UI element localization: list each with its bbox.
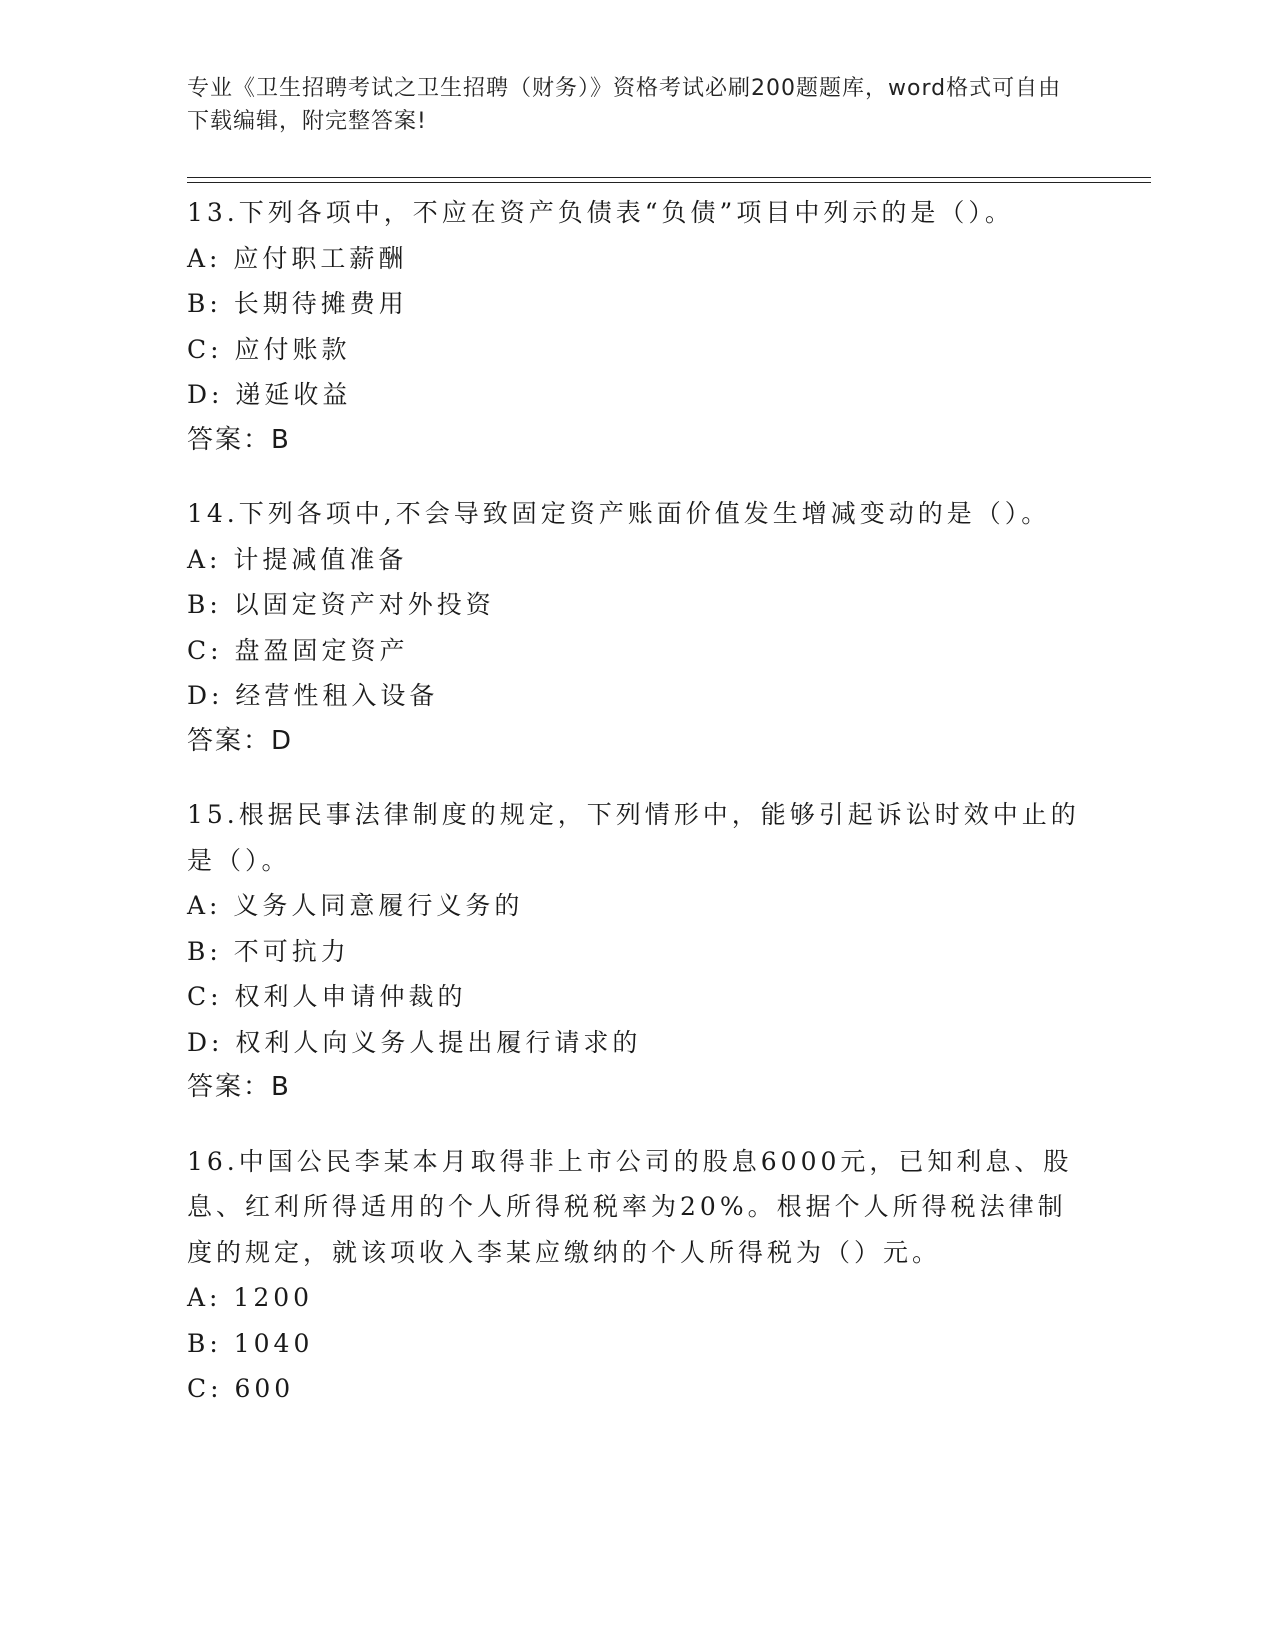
- question-15: [187, 792, 1087, 1111]
- option-a: A: 1200: [187, 1283, 314, 1312]
- option-d: D: 权利人向义务人提出履行请求的: [187, 1027, 642, 1057]
- document-header: 专业《卫生招聘考试之卫生招聘（财务）》资格考试必刷200题题库，word格式可自由下载编辑，附完整答案!: [187, 76, 1062, 134]
- option-b: B: 1040: [187, 1328, 314, 1358]
- question-13: [187, 190, 1087, 463]
- option-b: B: 长期待摊费用: [187, 289, 408, 318]
- question-stem: 13.下列各项中，不应在资产负债表“负债”项目中列示的是（）。: [187, 198, 1014, 227]
- option-b: B: 以固定资产对外投资: [187, 590, 495, 619]
- option-c: C: 600: [187, 1374, 295, 1403]
- question-stem: 16.中国公民李某本月取得非上市公司的股息6000元，已知利息、股息、红利所得适用的个人所得税税率为20%。根据个人所得税法律制度的规定，就该项收入李某应缴纳的个人所得税为（）元。: [187, 1146, 1073, 1267]
- question-list: [187, 190, 1087, 1440]
- option-d: D: 递延收益: [187, 380, 352, 409]
- option-d: D: 经营性租入设备: [187, 681, 439, 710]
- answer: 答案：B: [187, 1072, 291, 1102]
- option-c: C: 盘盈固定资产: [187, 635, 409, 665]
- option-c: C: 权利人申请仲裁的: [187, 982, 467, 1011]
- option-c: C: 应付账款: [187, 334, 351, 364]
- question-stem: 14.下列各项中,不会导致固定资产账面价值发生增减变动的是（）。: [187, 499, 1051, 528]
- question-16: [187, 1139, 1087, 1412]
- option-b: B: 不可抗力: [187, 936, 350, 966]
- option-a: A: 义务人同意履行义务的: [187, 891, 524, 920]
- answer: 答案：B: [187, 424, 291, 455]
- option-a: A: 计提减值准备: [187, 544, 408, 574]
- question-14: [187, 491, 1087, 764]
- question-stem: 15.根据民事法律制度的规定，下列情形中，能够引起诉讼时效中止的是（）。: [187, 800, 1080, 875]
- option-a: A: 应付职工薪酬: [187, 243, 408, 273]
- header-rule-top: [187, 177, 1151, 178]
- header-rule-bottom: [187, 182, 1151, 183]
- answer: 答案：D: [187, 725, 294, 756]
